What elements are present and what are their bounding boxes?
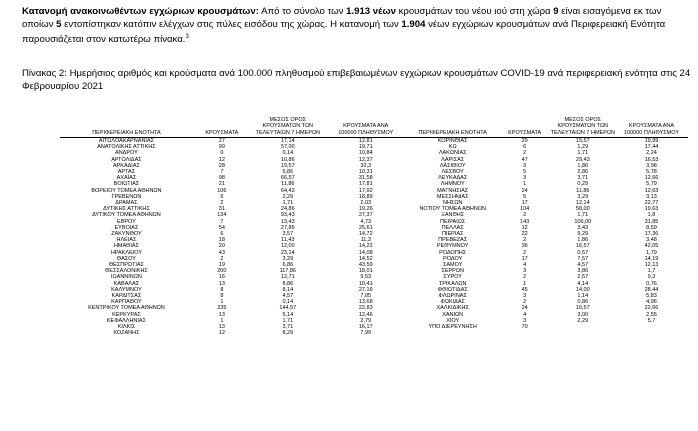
cell-cases: 21 <box>218 181 225 188</box>
cell-region-2: ΡΟΔΟΥ <box>443 255 463 262</box>
cell-avg-7d: 11,86 <box>281 181 295 188</box>
cell-region-2: ΛΕΥΚΑΔΑΣ <box>438 175 468 182</box>
cell-cases-2: 3 <box>523 317 527 324</box>
cell-cases-2: 2 <box>523 299 527 306</box>
cell-per-100k-2: 17,44 <box>644 144 659 151</box>
cell-avg-7d-2: 2,29 <box>577 317 589 324</box>
cell-region-2: ΛΗΜΝΟΥ <box>440 181 465 188</box>
cell-avg-7d-2: 1,14 <box>577 292 589 299</box>
cell-region: ΑΝΔΡΟΥ <box>115 150 138 157</box>
cell-avg-7d-2: 1,71 <box>577 212 589 219</box>
cell-cases: 0 <box>220 150 224 157</box>
cell-cases-2: 6 <box>523 144 527 151</box>
cell-region-2: ΛΑΡΙΣΑΣ <box>441 156 465 163</box>
cell-cases: 19 <box>218 261 225 268</box>
cell-cases-2: 24 <box>521 187 528 194</box>
cell-per-100k: 12,46 <box>358 311 373 318</box>
cell-cases: 8 <box>220 286 224 293</box>
intro-paragraph: Κατανομή ανακοινωθέντων εγχώριων κρουσμάτων: Από το σύνολο των 1.913 νέων κρουσμάτων του νέου ιού στη χώρα 9 είναι εισαγόμενα εκ των οποίων 5 εντοπίστηκαν κατόπιν ελέγχων στις πύλες εισόδου της χώρας. Η κατανομή των 1.904 νέων εγχώριων κρουσμάτων ανά Περιφερειακή Ενότητα παρουσιάζεται στον κατωτέρω πίνακα.$^3$ <box>22 6 666 46</box>
cell-avg-7d: 57,00 <box>280 144 295 151</box>
cell-avg-7d: 12,71 <box>280 274 295 281</box>
cell-cases-2: 3 <box>523 175 527 182</box>
cell-per-100k-2: 2,55 <box>646 311 657 318</box>
cell-cases-2: 2 <box>523 249 527 256</box>
cell-avg-7d-2: 3,71 <box>577 175 589 182</box>
cell-per-100k-2: 19,99 <box>644 137 659 144</box>
cell-avg-7d: 19,57 <box>280 162 295 169</box>
cell-region-2: ΠΙΕΡΙΑΣ <box>441 230 464 237</box>
header-region: ΠΕΡΙΦΕΡΕΙΑΚΗ ΕΝΟΤΗΤΑ <box>92 129 161 136</box>
cell-per-100k-2: 3,98 <box>646 162 657 169</box>
cell-region: ΘΕΣΣΑΛΟΝΙΚΗΣ <box>105 268 148 275</box>
cell-region: ΗΜΑΘΙΑΣ <box>113 243 139 250</box>
cell-avg-7d-2: 1,71 <box>577 150 589 157</box>
cell-per-100k-2: 22,66 <box>644 305 659 312</box>
cell-cases-2: 1 <box>523 181 527 188</box>
cell-avg-7d: 3,29 <box>282 255 294 262</box>
cell-region-2: ΝΟΤΙΟΥ ΤΟΜΕΑ ΑΘΗΝΩΝ <box>419 206 486 213</box>
cell-per-100k: 10,31 <box>358 168 373 175</box>
cell-per-100k: 7,05 <box>360 292 372 299</box>
cell-avg-7d-2: 7,57 <box>577 255 589 262</box>
cell-cases-2: 29 <box>521 137 528 144</box>
cell-cases: 12 <box>218 156 225 163</box>
cell-per-100k: 22,83 <box>358 305 373 312</box>
cell-per-100k-2: 1,8 <box>647 212 656 219</box>
cell-cases-2: 2 <box>523 274 527 281</box>
cell-avg-7d-2: 12,14 <box>575 199 590 206</box>
cell-per-100k: 14,72 <box>358 230 373 237</box>
cell-region-2: ΛΕΣΒΟΥ <box>441 168 464 175</box>
cell-cases-2: 3 <box>523 292 527 299</box>
cell-per-100k-2 <box>615 330 688 336</box>
cell-per-100k: 18,89 <box>358 193 373 200</box>
cell-per-100k: 17,92 <box>358 187 373 194</box>
cell-avg-7d: 10,86 <box>280 156 295 163</box>
cell-cases-2: 45 <box>521 286 528 293</box>
cell-avg-7d-2: 0,29 <box>577 181 589 188</box>
cell-per-100k-2: 5,79 <box>646 181 657 188</box>
cell-region: ΚΕΦΑΛΛΗΝΙΑΣ <box>106 317 146 324</box>
cell-cases: 18 <box>218 237 225 244</box>
cell-cases-2: 104 <box>520 206 530 213</box>
cell-avg-7d-2: 0,57 <box>577 249 589 256</box>
cell-cases-2: 2 <box>523 212 527 219</box>
cell-region-2: ΧΙΟΥ <box>446 317 460 324</box>
footnote-marker: 3 <box>185 34 189 41</box>
cell-region-2: ΣΥΡΟΥ <box>443 274 462 281</box>
cell-per-100k-2: 0,76 <box>646 280 657 287</box>
cell-cases-2: 2 <box>523 237 527 244</box>
cell-avg-7d: 117,86 <box>279 268 296 275</box>
cell-per-100k-2: 3,48 <box>646 237 657 244</box>
cell-per-100k: 13,68 <box>358 299 373 306</box>
cell-cases: 1 <box>220 317 224 324</box>
cell-cases: 1 <box>220 299 224 306</box>
cell-per-100k-2: 19,63 <box>644 206 659 213</box>
cell-per-100k: 10,84 <box>358 150 373 157</box>
cell-per-100k: 11,3 <box>360 237 371 244</box>
cell-avg-7d-2: 4,14 <box>577 280 589 287</box>
cell-region: ΖΑΚΥΝΘΟΥ <box>111 230 142 237</box>
header-cases-2: ΚΡΟΥΣΜΑΤΑ <box>508 129 542 136</box>
cell-avg-7d-2: 4,57 <box>577 261 589 268</box>
cell-avg-7d: 64,43 <box>280 187 295 194</box>
cell-cases-2: 2 <box>523 150 527 157</box>
cell-region: ΚΟΖΑΝΗΣ <box>113 330 140 337</box>
cell-cases: 7 <box>220 168 224 175</box>
cases-table <box>60 117 688 336</box>
cell-per-100k: 17,81 <box>358 181 373 188</box>
cell-per-100k-2: 2,24 <box>646 150 657 157</box>
cell-cases: 13 <box>218 280 225 287</box>
cell-region-2: ΚΟΡΙΝΘΙΑΣ <box>437 137 468 144</box>
cell-per-100k: 27,16 <box>358 286 373 293</box>
cell-region: ΕΥΒΟΙΑΣ <box>114 224 139 231</box>
cell-region-2: ΛΑΚΩΝΙΑΣ <box>438 150 467 157</box>
cell-avg-7d: 5,86 <box>282 168 294 175</box>
cell-cases: 235 <box>217 305 227 312</box>
cell-avg-7d-2: 2,57 <box>577 274 589 281</box>
cell-region-2: ΦΘΙΩΤΙΔΑΣ <box>437 286 468 293</box>
cell-cases: 20 <box>218 243 225 250</box>
cell-cases: 54 <box>218 224 225 231</box>
cell-cases-2 <box>499 330 551 336</box>
cell-avg-7d: 1,71 <box>282 199 294 206</box>
cell-per-100k: 10,41 <box>358 280 373 287</box>
cell-per-100k-2: 12,66 <box>644 175 659 182</box>
cell-avg-7d: 5,14 <box>282 311 294 318</box>
cell-per-100k: 4,73 <box>360 218 372 225</box>
table-row <box>60 137 688 144</box>
cell-region-2: ΚΩ <box>448 144 457 151</box>
cell-cases-2: 17 <box>521 255 528 262</box>
cell-region: ΔΡΑΜΑΣ <box>115 199 138 206</box>
cell-avg-7d-2: 1,86 <box>577 162 589 169</box>
cell-per-100k-2: 17,36 <box>644 230 659 237</box>
total-new-cases: 1.913 νέων <box>346 6 396 17</box>
cell-per-100k: 27,37 <box>358 212 373 219</box>
cell-region-2: ΦΛΩΡΙΝΑΣ <box>438 292 467 299</box>
cell-per-100k-2: 28,44 <box>644 286 659 293</box>
cell-avg-7d: 144,57 <box>279 305 297 312</box>
cell-cases: 16 <box>218 274 225 281</box>
cell-avg-7d: 8,29 <box>282 330 294 337</box>
cell-cases: 13 <box>218 323 225 330</box>
cell-avg-7d-2: 1,29 <box>577 144 589 151</box>
cell-region: ΔΥΤΙΚΟΥ ΤΟΜΕΑ ΑΘΗΝΩΝ <box>92 212 161 219</box>
cell-cases-2: 36 <box>521 243 528 250</box>
imported-cases: 9 <box>553 6 559 17</box>
cell-avg-7d: 0,14 <box>282 150 294 157</box>
cell-avg-7d: 23,14 <box>280 249 295 256</box>
cell-region: ΗΡΑΚΛΕΙΟΥ <box>110 249 143 256</box>
cell-avg-7d-2: 11,86 <box>576 187 590 194</box>
cell-region-2: ΧΑΝΙΩΝ <box>442 311 464 318</box>
cell-avg-7d-2: 16,57 <box>575 243 590 250</box>
cell-per-100k-2: 8,59 <box>646 224 657 231</box>
cell-per-100k: 2,79 <box>360 317 372 324</box>
cell-region-2 <box>407 330 499 336</box>
cell-cases: 6 <box>220 193 224 200</box>
cell-region-2: ΡΟΔΟΠΗΣ <box>439 249 467 256</box>
cell-avg-7d-2: 3,00 <box>577 311 589 318</box>
cell-region: ΚΑΡΔΙΤΣΑΣ <box>111 292 142 299</box>
cell-region: ΑΧΑΪΑΣ <box>116 175 137 182</box>
cell-region: ΒΟΙΩΤΙΑΣ <box>113 181 140 188</box>
cell-avg-7d: 17,14 <box>280 137 295 144</box>
cell-avg-7d: 8,86 <box>282 280 294 287</box>
cell-region: ΒΟΡΕΙΟΥ ΤΟΜΕΑ ΑΘΗΝΩΝ <box>91 187 162 194</box>
cell-cases-2: 1 <box>523 280 527 287</box>
cell-per-100k: 25,61 <box>358 224 373 231</box>
cell-avg-7d-2: 3,43 <box>577 224 589 231</box>
cell-region-2: ΣΑΜΟΥ <box>442 261 463 268</box>
cell-avg-7d-2: 3,86 <box>577 268 589 275</box>
cell-region: ΕΒΡΟΥ <box>117 218 136 225</box>
cell-per-100k-2: 12,63 <box>644 187 659 194</box>
cell-per-100k: 19,26 <box>358 206 373 213</box>
header-region-2: ΠΕΡΙΦΕΡΕΙΑΚΗ ΕΝΟΤΗΤΑ <box>418 129 487 136</box>
cell-region: ΔΥΤΙΚΗΣ ΑΤΤΙΚΗΣ <box>103 206 150 213</box>
cell-cases: 200 <box>217 268 227 275</box>
cell-cases-2: 22 <box>521 230 528 237</box>
cell-avg-7d: 27,86 <box>280 224 295 231</box>
cell-avg-7d-2: 9,29 <box>577 230 589 237</box>
cell-cases: 31 <box>218 206 225 213</box>
cell-region: ΑΝΑΤΟΛΙΚΗΣ ΑΤΤΙΚΗΣ <box>97 144 156 151</box>
cell-avg-7d: 3,71 <box>282 323 294 330</box>
cell-avg-7d: 4,57 <box>282 292 294 299</box>
cell-avg-7d-2: 15,57 <box>575 137 590 144</box>
cell-cases: 28 <box>218 162 225 169</box>
domestic-cases: 1.904 <box>401 19 426 31</box>
cell-cases: 12 <box>218 330 225 337</box>
cell-avg-7d-2: 0,86 <box>577 299 589 306</box>
cell-cases-2: 3 <box>523 268 527 275</box>
cell-cases-2: 143 <box>520 218 530 225</box>
cell-avg-7d-2: 16,57 <box>575 305 590 312</box>
cell-region-2: ΠΕΛΛΑΣ <box>441 224 464 231</box>
cell-cases-2: 5 <box>523 168 527 175</box>
cell-region: ΓΡΕΒΕΝΩΝ <box>111 193 142 200</box>
cell-region: ΚΕΡΚΥΡΑΣ <box>112 311 141 318</box>
cell-avg-7d: 93,43 <box>280 212 295 219</box>
cell-per-100k-2: 16,53 <box>644 156 659 163</box>
cell-cases: 43 <box>218 249 225 256</box>
cell-region: ΑΡΤΑΣ <box>117 168 136 175</box>
cell-avg-7d-2: 2,86 <box>577 168 589 175</box>
cell-avg-7d-2: 58,00 <box>575 206 590 213</box>
cell-region: ΘΑΣΟΥ <box>116 255 136 262</box>
cell-cases: 2 <box>220 199 224 206</box>
cell-region-2: ΜΕΣΣΗΝΙΑΣ <box>436 193 469 200</box>
cell-per-100k: 31,58 <box>358 175 373 182</box>
cell-cases: 13 <box>218 311 225 318</box>
table-body <box>60 137 688 336</box>
cell-region-2: ΣΕΡΡΩΝ <box>441 268 464 275</box>
cell-avg-7d: 11,43 <box>281 237 295 244</box>
cell-cases: 99 <box>218 144 225 151</box>
cell-per-100k: 16,17 <box>358 323 373 330</box>
cell-per-100k-2: 14,19 <box>644 255 659 262</box>
table-row <box>60 330 688 336</box>
intro-title: Κατανομή ανακοινωθέντων εγχώριων κρουσμάτων: <box>22 6 259 17</box>
cell-per-100k-2: 12,13 <box>644 261 659 268</box>
cell-region-2: ΞΑΝΘΗΣ <box>441 212 465 219</box>
cell-avg-7d: 1,71 <box>282 317 294 324</box>
cell-cases-2: 17 <box>521 199 528 206</box>
header-rate: ΚΡΟΥΣΜΑΤΑ ΑΝΑ 100000 ΠΛΗΘΥΣΜΟΥ <box>338 123 394 136</box>
cell-region: ΚΑΡΠΑΘΟΥ <box>111 299 142 306</box>
cell-cases: 98 <box>218 175 225 182</box>
cell-region: ΗΛΕΙΑΣ <box>116 237 137 244</box>
cell-avg-7d: 13,43 <box>280 218 295 225</box>
cell-avg-7d-2: 106,00 <box>574 218 592 225</box>
gate-cases: 5 <box>56 19 62 31</box>
cell-per-100k-2: 1,7 <box>647 268 656 275</box>
cell-region-2: ΛΑΣΙΘΙΟΥ <box>439 162 466 169</box>
header-avg: ΜΕΣΟΣ ΟΡΟΣ ΚΡΟΥΣΜΑΤΩΝ ΤΩΝ ΤΕΛΕΥΤΑΙΩΝ 7 ΗΜΕΡΩΝ <box>255 117 320 136</box>
cell-cases-2: 70 <box>521 323 528 330</box>
cell-avg-7d-2: 14,00 <box>575 286 590 293</box>
cell-region: ΘΕΣΠΡΩΤΙΑΣ <box>108 261 144 268</box>
cell-per-100k: 32,3 <box>360 162 372 169</box>
cell-per-100k: 14,52 <box>358 255 373 262</box>
cell-region: ΑΡΚΑΔΙΑΣ <box>112 162 140 169</box>
cell-avg-7d: 0,14 <box>282 299 294 306</box>
cell-region-2: ΜΑΓΝΗΣΙΑΣ <box>437 187 469 194</box>
cell-region: ΚΑΛΥΜΝΟΥ <box>111 286 142 293</box>
cell-avg-7d-2 <box>551 330 615 336</box>
cell-per-100k-2: 5,83 <box>646 292 657 299</box>
cell-region-2: ΡΕΘΥΜΝΟΥ <box>436 243 469 250</box>
cell-per-100k: 14,22 <box>358 243 373 250</box>
cell-region: ΙΩΑΝΝΙΝΩΝ <box>111 274 142 281</box>
cell-avg-7d-2: 1,86 <box>577 237 589 244</box>
cell-cases-2: 24 <box>521 305 528 312</box>
cell-region: ΑΡΓΟΛΙΔΑΣ <box>111 156 142 163</box>
cell-cases-2: 5 <box>523 193 527 200</box>
cell-avg-7d-2: 3,29 <box>577 193 589 200</box>
cell-per-100k: 7,99 <box>360 330 372 337</box>
cell-avg-7d: 66,57 <box>280 175 295 182</box>
cell-region: ΚΑΒΑΛΑΣ <box>113 280 140 287</box>
header-rate-2: ΚΡΟΥΣΜΑΤΑ ΑΝΑ 100000 ΠΛΗΘΥΣΜΟΥ <box>623 123 679 136</box>
cell-region-2: ΧΑΛΚΙΔΙΚΗΣ <box>436 305 469 312</box>
cell-cases: 8 <box>220 292 224 299</box>
cell-cases: 134 <box>217 212 227 219</box>
cell-region-2: ΦΩΚΙΔΑΣ <box>440 299 465 306</box>
cell-region: ΚΕΝΤΡΙΚΟΥ ΤΟΜΕΑ ΑΘΗΝΩΝ <box>88 305 165 312</box>
cell-region-2: ΠΕΙΡΑΙΩΣ <box>440 218 466 225</box>
cell-per-100k-2: 42,05 <box>644 243 659 250</box>
cell-per-100k-2: 4,96 <box>646 299 657 306</box>
cell-per-100k-2: 5,78 <box>646 168 657 175</box>
cell-per-100k: 12,37 <box>358 156 373 163</box>
cell-cases: 6 <box>220 230 224 237</box>
cell-per-100k-2: 5,7 <box>647 317 656 324</box>
cell-avg-7d: 6,86 <box>282 261 294 268</box>
cell-per-100k: 18,01 <box>358 268 373 275</box>
table-caption: Πίνακας 2: Ημερήσιος αριθμός και κρούσματα ανά 100.000 πληθυσμού επιβεβαιωμένων εγχώριων κρουσμάτων COVID-19 ανά περιφερειακή ενότητα στις 24 Φεβρουαρίου 2021 <box>22 68 691 92</box>
cell-per-100k: 12,81 <box>358 137 373 144</box>
cell-region: ΚΙΛΚΙΣ <box>117 323 136 330</box>
cell-region-2: ΠΡΕΒΕΖΑΣ <box>438 237 468 244</box>
cell-cases-2: 4 <box>523 261 527 268</box>
cell-cases-2: 4 <box>523 311 527 318</box>
cell-per-100k-2: 22,77 <box>644 199 659 206</box>
cell-per-100k-2: 1,79 <box>646 249 657 256</box>
cell-per-100k: 9,53 <box>360 274 372 281</box>
cell-per-100k: 19,71 <box>358 144 373 151</box>
cell-cases: 106 <box>217 187 227 194</box>
cell-per-100k: 2,03 <box>360 199 372 206</box>
cell-avg-7d: 12,00 <box>280 243 295 250</box>
cell-per-100k: 14,08 <box>358 249 373 256</box>
cell-region-2: ΤΡΙΚΑΛΩΝ <box>438 280 467 287</box>
cell-avg-7d-2: 29,43 <box>575 156 590 163</box>
cell-avg-7d: 2,29 <box>282 193 294 200</box>
cell-cases: 7 <box>220 218 224 225</box>
cell-region-2: ΥΠΟ ΔΙΕΡΕΥΝΗΣΗ <box>428 323 477 330</box>
cell-cases-2: 3 <box>523 162 527 169</box>
cell-per-100k-2: 3,13 <box>646 193 657 200</box>
cell-avg-7d: 8,14 <box>282 286 294 293</box>
table-header-row <box>60 117 688 137</box>
header-avg-2: ΜΕΣΟΣ ΟΡΟΣ ΚΡΟΥΣΜΑΤΩΝ ΤΩΝ ΤΕΛΕΥΤΑΙΩΝ 7 ΗΜΕΡΩΝ <box>550 117 615 136</box>
cell-region-2: ΝΗΣΩΝ <box>442 199 463 206</box>
cell-per-100k: 43,59 <box>358 261 373 268</box>
cell-avg-7d: 24,86 <box>280 206 295 213</box>
cell-cases-2: 47 <box>521 156 528 163</box>
header-cases: ΚΡΟΥΣΜΑΤΑ <box>205 129 239 136</box>
cell-avg-7d: 3,57 <box>282 230 294 237</box>
cell-per-100k-2: 31,85 <box>644 218 659 225</box>
cell-cases-2: 12 <box>521 224 528 231</box>
cell-per-100k-2: 9,3 <box>647 274 656 281</box>
cell-cases: 2 <box>220 255 224 262</box>
cell-region: ΑΙΤΩΛΟΑΚΑΡΝΑΝΙΑΣ <box>98 137 155 144</box>
cell-cases: 27 <box>218 137 225 144</box>
